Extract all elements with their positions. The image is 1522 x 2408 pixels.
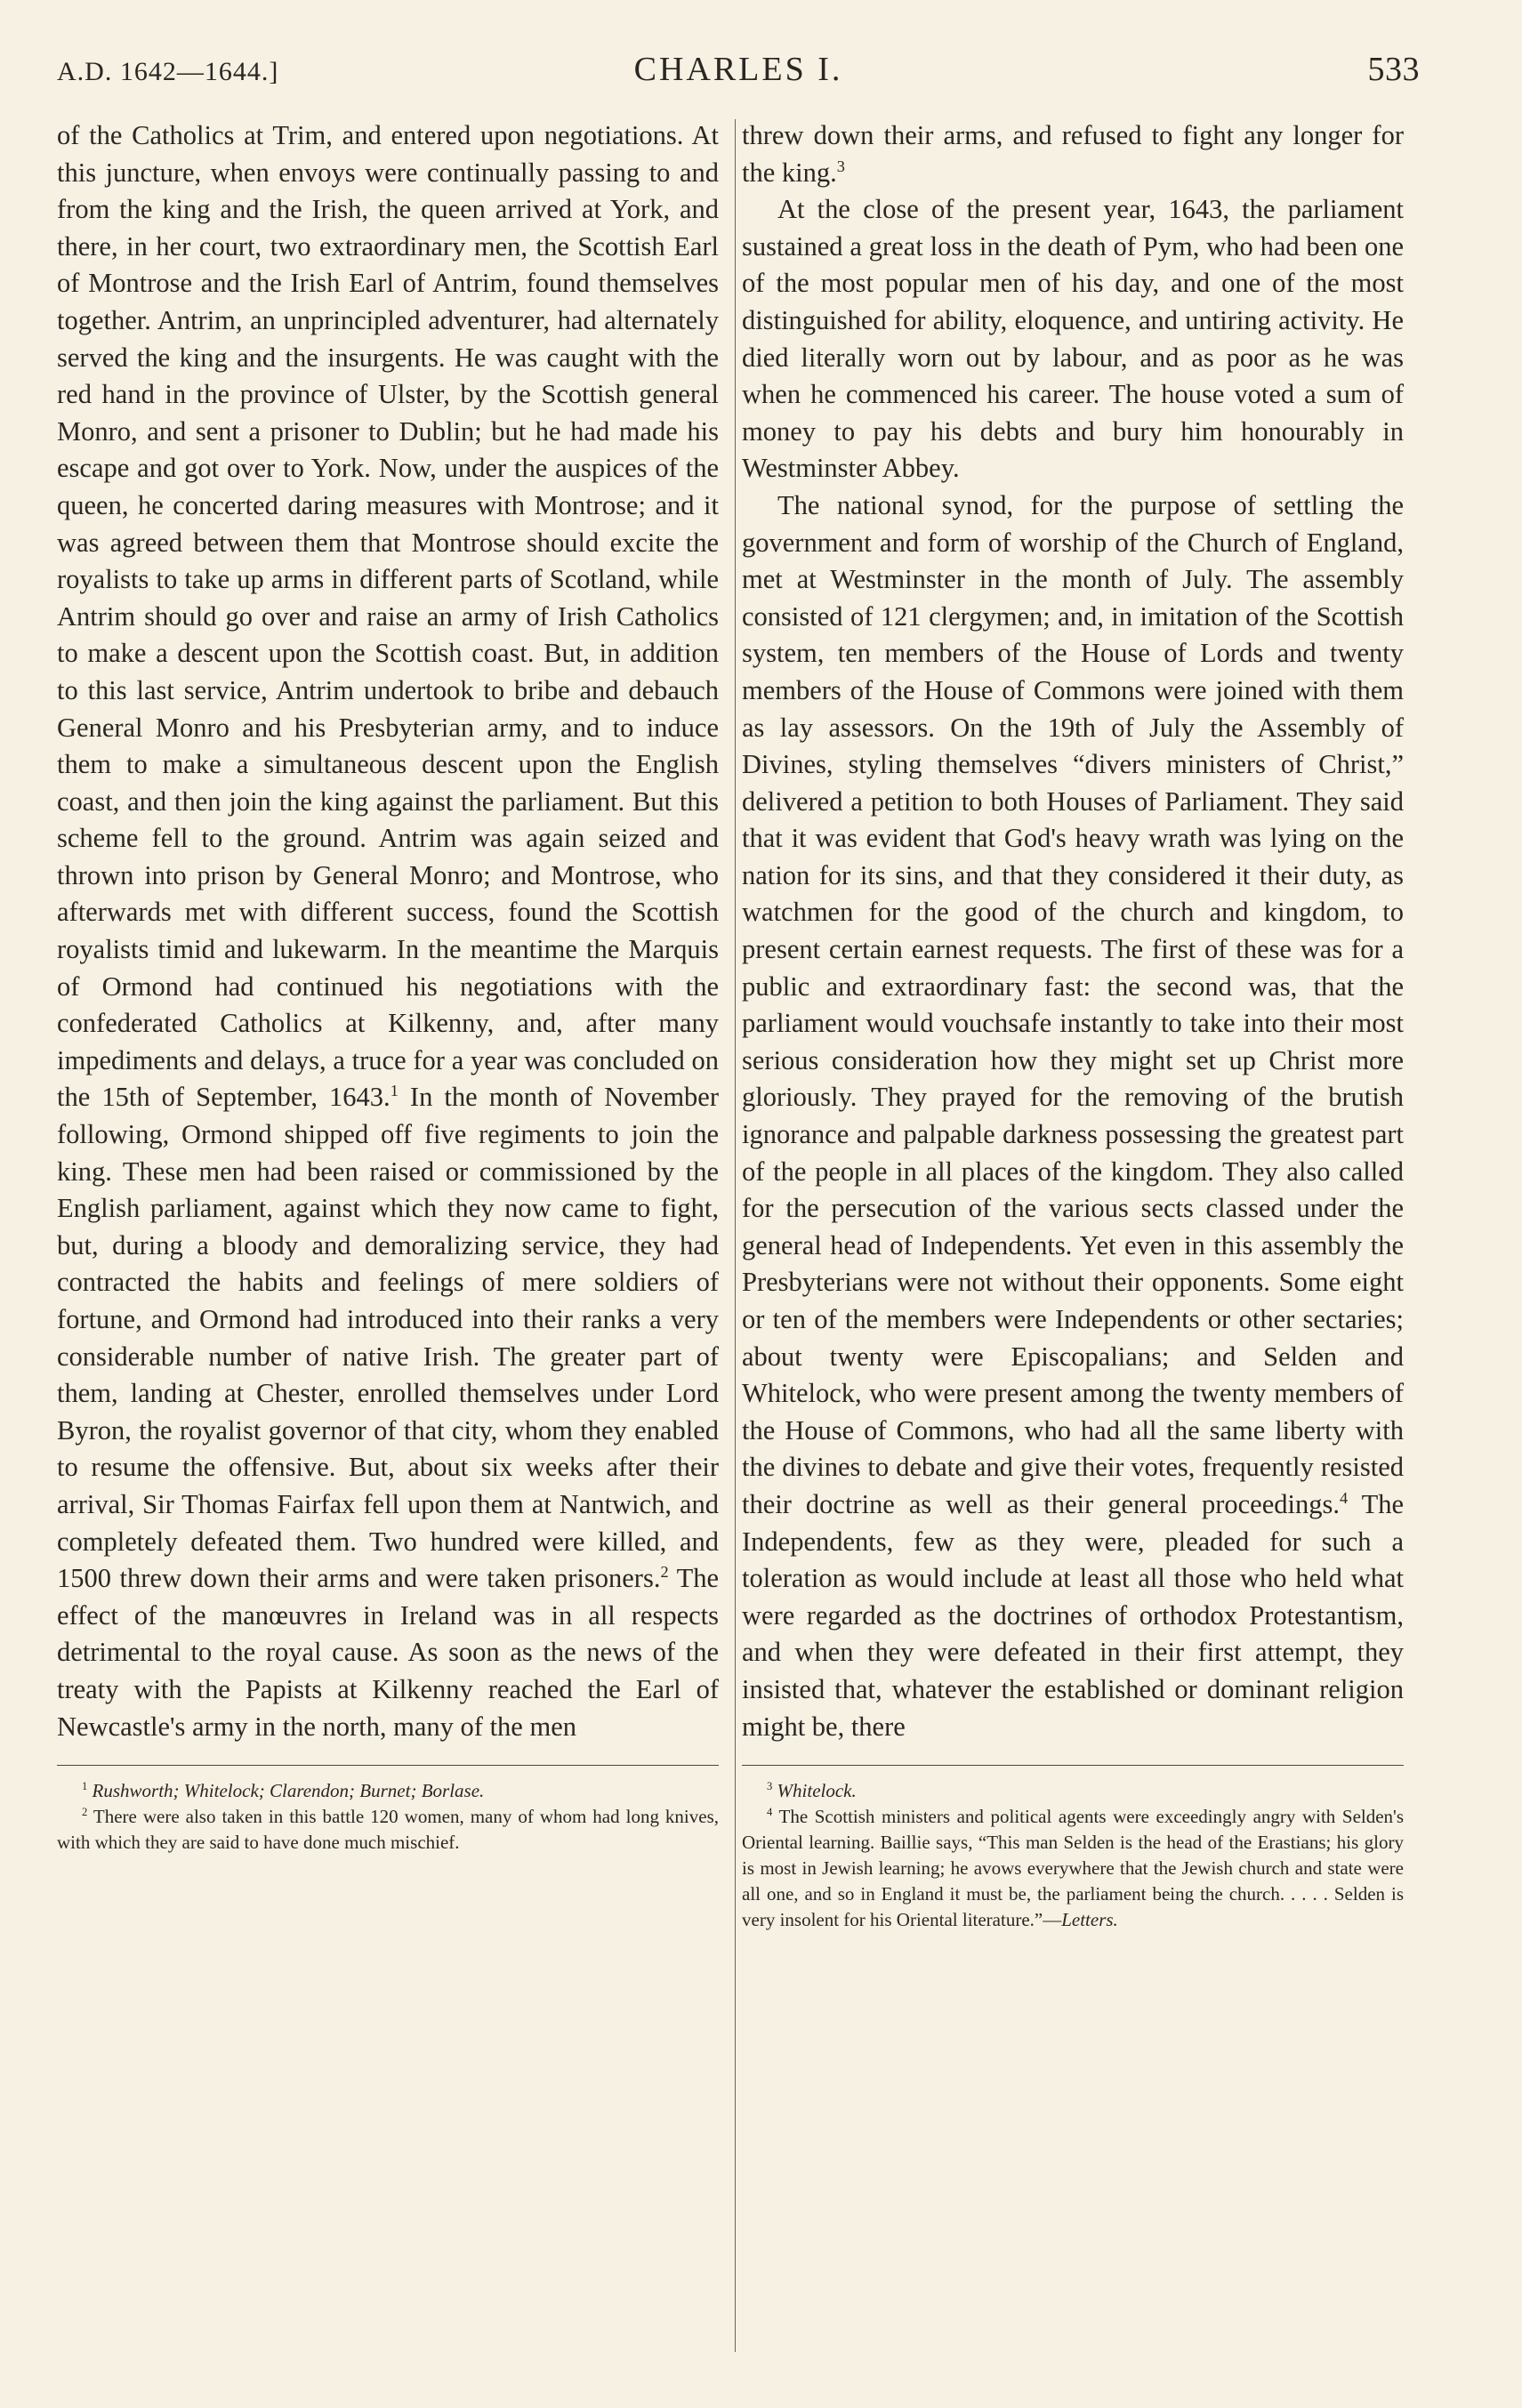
right-paragraph-3-part-1: The national synod, for the purpose of settling the government and form of worship of the Church of England, met at Westminster in the month of July. The assembly consisted of 121 clergymen; and, in imitation of the Scottish system, ten members of the House of Lords and twenty members of the House of Commons were joined with them as lay assessors. On the 19th of July the Assembly of Divines, styling themselves “divers ministers of Christ,” delivered a petition to both Houses of Parliament. They said that it was evident that God's heavy wrath was lying on the nation for its sins, and that they considered it their duty, as watchmen for the good of the church and kingdom, to present certain earnest requests. The first of these was for a public and extraordinary fast: the second was, that the parliament would vouchsafe instantly to take into their most serious consideration how they might set up Christ more gloriously. They prayed for the removing of the brutish ignorance and palpable darkness possessing the greatest part of the people in all places of the kingdom. They also called for the persecution of the various sects classed under the general head of Independents. Yet even in this assembly the Presbyterians were not without their opponents. Some eight or ten of the members were Independents or other sectaries; about twenty were Episcopalians; and Selden and Whitelock, who were present among the twenty members of the House of Commons, who had all the same liberty with the divines to debate and give their votes, frequently resisted their doctrine as well as their general proceedings. xyxy=(742,489,1404,1519)
footnote-2-number: 2 xyxy=(82,1806,88,1819)
footnote-1-number: 1 xyxy=(82,1780,88,1793)
right-paragraph-3-part-2: The Independents, few as they were, pleaded for such a toleration as would include at least all those who held what were regarded as the doctrines of orthodox Protestantism, and when they were defeated in their first attempt, they insisted that, whatever the established or dominant religion might be, there xyxy=(742,1488,1404,1742)
column-divider xyxy=(735,119,736,2352)
page-number: 533 xyxy=(1367,51,1420,88)
footnote-3-text: Whitelock. xyxy=(777,1780,857,1802)
footnote-ref-1: 1 xyxy=(390,1082,399,1100)
chapter-title: CHARLES I. xyxy=(633,51,843,88)
right-paragraph-2: At the close of the present year, 1643, the parliament sustained a great loss in the death of Pym, who had been one of the most popular men of his day, and one of the most distinguished for ability, eloquence, and untiring activity. He died literally worn out by labour, and as poor as he was when he commenced his career. The house voted a sum of money to pay his debts and bury him honourably in Westminster Abbey. xyxy=(742,194,1404,484)
left-column-text xyxy=(57,117,719,1745)
footnote-2-text: There were also taken in this battle 120 women, many of whom had long knives, with which they are said to have done much mischief. xyxy=(57,1806,719,1854)
right-paragraph-1 xyxy=(742,117,1404,191)
footnote-4-source: Letters. xyxy=(1061,1909,1118,1931)
running-head xyxy=(57,50,1420,103)
footnote-ref-4: 4 xyxy=(1339,1488,1349,1507)
date-range: A.D. 1642—1644.] xyxy=(57,57,279,86)
footnote-4 xyxy=(742,1804,1404,1933)
right-paragraph-3 xyxy=(742,487,1404,1745)
left-paragraph-part-3: The effect of the manœuvres in Ireland was in all respects detrimental to the royal cause. As soon as the news of the treaty with the Papists at Kilkenny reached the Earl of Newcastle's army in the north, many of the men xyxy=(57,1563,719,1742)
right-paragraph-1-text: threw down their arms, and refused to fight any longer for the king. xyxy=(742,120,1404,188)
right-column-text xyxy=(742,117,1404,1745)
footnote-rule-left xyxy=(57,1765,719,1766)
left-footnotes xyxy=(57,1778,719,1856)
footnote-4-number: 4 xyxy=(767,1806,773,1819)
left-paragraph xyxy=(57,117,719,1745)
footnote-1 xyxy=(57,1778,719,1804)
left-paragraph-part-2: In the month of November following, Ormond shipped off five regiments to join the king. These men had been raised or commissioned by the English parliament, against which they now came to fight, but, during a bloody and demoralizing service, they had contracted the habits and feelings of mere soldiers of fortune, and Ormond had introduced into their ranks a very considerable number of native Irish. The greater part of them, landing at Chester, enrolled themselves under Lord Byron, the royalist governor of that city, whom they enabled to resume the offensive. But, about six weeks after their arrival, Sir Thomas Fairfax fell upon them at Nantwich, and completely defeated them. Two hundred were killed, and 1500 threw down their arms and were taken prisoners. xyxy=(57,1082,719,1594)
footnote-4-text: The Scottish ministers and political agents were exceedingly angry with Selden's Oriental learning. Baillie says, “This man Selden is the head of the Erastians; his glory is most in Jewish learning; he avows everywhere that the Jewish church and state were all one, and so in England it must be, the parliament being the church. . . . . Selden is very insolent for his Oriental literature.”— xyxy=(742,1806,1404,1931)
footnote-ref-3: 3 xyxy=(836,157,845,175)
left-paragraph-part-1: of the Catholics at Trim, and entered upon negotiations. At this juncture, when envoys were continually passing to and from the king and the Irish, the queen arrived at York, and there, in her court, two extraordinary men, the Scottish Earl of Montrose and the Irish Earl of Antrim, found themselves together. Antrim, an unprincipled adventurer, had alternately served the king and the insurgents. He was caught with the red hand in the province of Ulster, by the Scottish general Monro, and sent a prisoner to Dublin; but he had made his escape and got over to York. Now, under the auspices of the queen, he concerted daring measures with Montrose; and it was agreed between them that Montrose should excite the royalists to take up arms in different parts of Scotland, while Antrim should go over and raise an army of Irish Catholics to make a descent upon the Scottish coast. But, in addition to this last service, Antrim undertook to bribe and debauch General Monro and his Presbyterian army, and to induce them to make a simultaneous descent upon the English coast, and then join the king against the parliament. But this scheme fell to the ground. Antrim was again seized and thrown into prison by General Monro; and Montrose, who afterwards met with different success, found the Scottish royalists timid and lukewarm. In the meantime the Marquis of Ormond had continued his negotiations with the confederated Catholics at Kilkenny, and, after many impediments and delays, a truce for a year was concluded on the 15th of September, 1643. xyxy=(57,120,719,1113)
footnote-2 xyxy=(57,1804,719,1856)
footnote-1-text: Rushworth; Whitelock; Clarendon; Burnet; Borlase. xyxy=(92,1780,485,1802)
footnote-3 xyxy=(742,1778,1404,1804)
footnote-ref-2: 2 xyxy=(660,1563,669,1581)
right-column xyxy=(742,117,1404,2350)
footnote-rule-right xyxy=(742,1765,1404,1766)
left-column xyxy=(57,117,719,2350)
right-footnotes xyxy=(742,1778,1404,1933)
book-page xyxy=(57,50,1420,2363)
footnote-3-number: 3 xyxy=(767,1780,773,1793)
